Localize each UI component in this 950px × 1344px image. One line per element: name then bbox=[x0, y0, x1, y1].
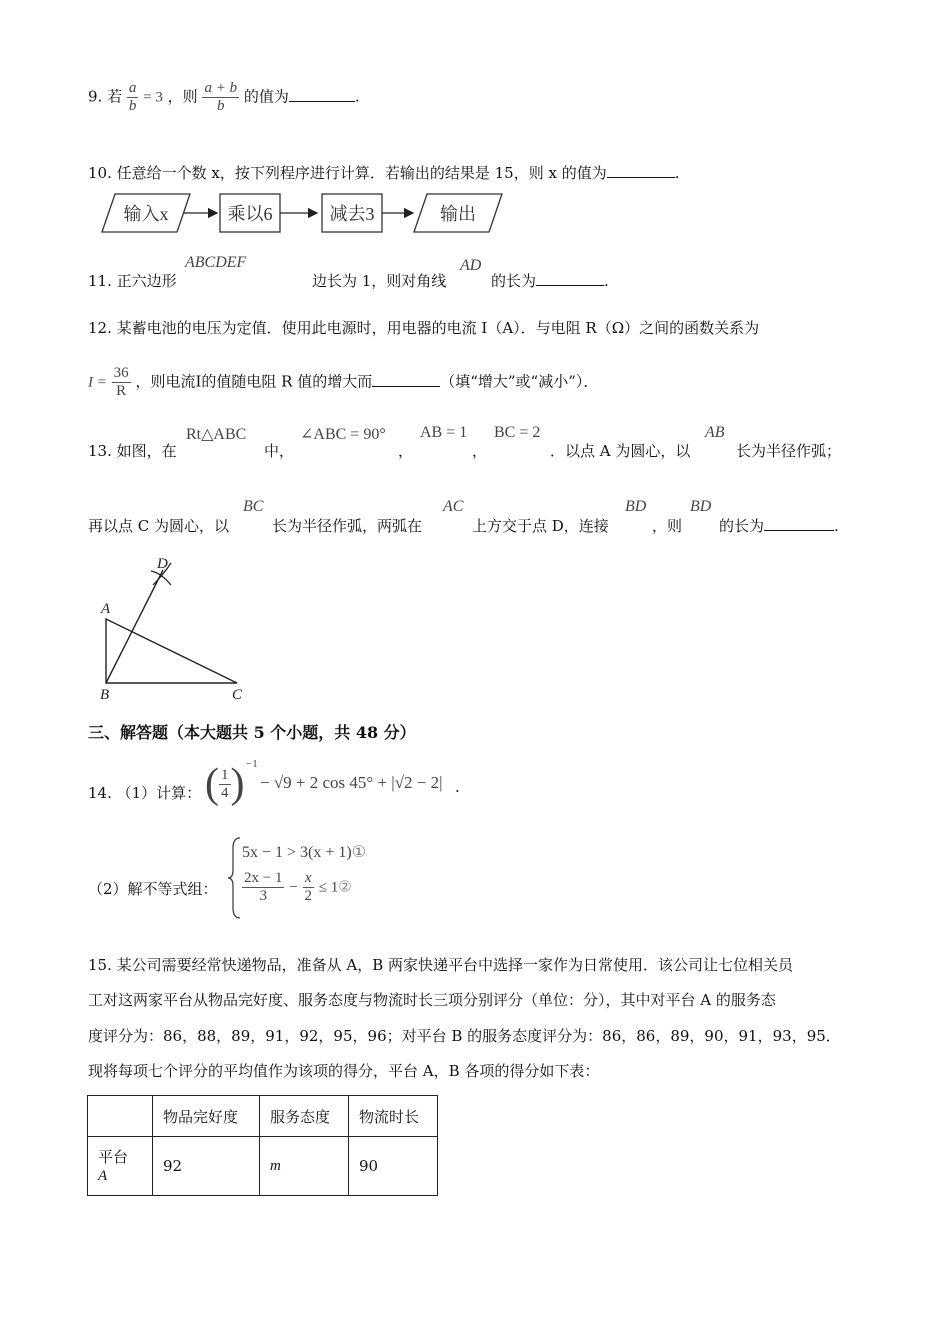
answer-blank bbox=[289, 87, 355, 102]
right-paren: ) bbox=[230, 761, 245, 807]
table-cell: 92 bbox=[153, 1137, 260, 1196]
table-row-label: 平台 A bbox=[88, 1137, 153, 1196]
question-13-line2c: 上方交于点 D，连接 bbox=[472, 517, 609, 535]
inequality-1: 5x − 1 > 3(x + 1)① bbox=[242, 844, 367, 861]
question-13-seg2: 长为半径作弧； bbox=[736, 442, 842, 460]
table-cell: 90 bbox=[349, 1137, 438, 1196]
question-13-seg1: ．以点 A 为圆心，以 bbox=[550, 442, 691, 460]
table-header-cell bbox=[88, 1096, 153, 1137]
answer-blank bbox=[764, 516, 834, 531]
table-header-cell: 服务态度 bbox=[260, 1096, 349, 1137]
table-row bbox=[88, 1137, 438, 1196]
question-14-label: 14. （1）计算： bbox=[88, 784, 202, 802]
question-11-cont: 边长为 1，则对角线 bbox=[312, 272, 447, 290]
score-table bbox=[87, 1095, 438, 1196]
exponent: −1 bbox=[246, 758, 258, 770]
hexagon-name: ABCDEF bbox=[185, 254, 247, 271]
formula-fraction: $\frac{36}{R}$ bbox=[113, 365, 129, 399]
flow-output-label: 输出 bbox=[440, 204, 476, 224]
ab-condition: AB = 1 bbox=[420, 424, 468, 441]
program-flowchart bbox=[95, 190, 515, 238]
answer-blank bbox=[607, 163, 675, 178]
triangle-figure bbox=[95, 555, 255, 705]
point-label-c: C bbox=[232, 687, 243, 703]
circle-mark-2: ② bbox=[338, 877, 352, 896]
expression-rest: − √9 + 2 cos 45° + |√2 − 2| bbox=[260, 773, 443, 792]
segment-ac: AC bbox=[443, 498, 464, 515]
question-13-tail: 的长为 . bbox=[719, 517, 839, 535]
fraction-one-quarter: $\frac{1}{4}$ bbox=[221, 766, 229, 801]
left-paren: ( bbox=[205, 761, 219, 807]
point-label-a: A bbox=[101, 601, 111, 617]
comma: ， bbox=[472, 442, 488, 460]
fraction-a-plus-b-over-b: $\frac{a + b}{b}$ bbox=[204, 80, 238, 114]
answer-blank bbox=[372, 372, 440, 387]
period: . bbox=[455, 778, 460, 796]
segment-bd: BD bbox=[625, 498, 647, 515]
question-15-line2: 工对这两家平台从物品完好度、服务态度与物流时长三项分别评分（单位：分），其中对平台 A 的服务态 bbox=[88, 991, 776, 1009]
question-10: 10. 任意给一个数 x，按下列程序进行计算．若输出的结果是 15，则 x 的值为 . bbox=[88, 164, 680, 182]
question-11-tail: 的长为 . bbox=[491, 272, 609, 290]
segment-bd: BD bbox=[690, 498, 712, 515]
question-12-line1: 12. 某蓄电池的电压为定值．使用此电源时，用电器的电流 I（A）．与电阻 R（Ω）之间的函数关系为 bbox=[88, 319, 760, 337]
flow-subtract-label: 减去3 bbox=[329, 204, 375, 224]
comma: ， bbox=[398, 442, 414, 460]
question-13-start: 13. 如图，在 bbox=[88, 442, 177, 460]
question-14-part2-label: （2）解不等式组： bbox=[88, 880, 218, 898]
flow-multiply-label: 乘以6 bbox=[227, 204, 273, 224]
table-cell: m bbox=[260, 1137, 349, 1196]
question-15-line3: 度评分为：86，88，89，91，92，95，96；对平台 B 的服务态度评分为：86，86，89，90，91，93，95． bbox=[88, 1027, 841, 1045]
table-header-row bbox=[88, 1096, 438, 1137]
segment-bd-line bbox=[106, 570, 163, 683]
question-13-line2a: 再以点 C 为圆心，以 bbox=[88, 517, 230, 535]
angle-condition: ∠ABC = 90° bbox=[300, 426, 386, 443]
table-header-cell: 物品完好度 bbox=[153, 1096, 260, 1137]
question-12-line2: I = $\frac{36}{R}$ ，则电流I的值随电阻 R 值的增大而 （填“增大”或“减小”）． bbox=[88, 365, 599, 399]
segment-bc: BC bbox=[243, 498, 264, 515]
point-label-b: B bbox=[100, 687, 110, 703]
question-11: 11. 正六边形 bbox=[88, 272, 177, 290]
answer-blank bbox=[536, 271, 604, 286]
question-15-line4: 现将每项七个评分的平均值作为该项的得分，平台 A，B 各项的得分如下表： bbox=[88, 1062, 600, 1080]
text-zhong: 中， bbox=[264, 442, 295, 460]
bc-condition: BC = 2 bbox=[494, 424, 541, 441]
circle-mark-1: ① bbox=[351, 844, 367, 861]
triangle-abc bbox=[106, 619, 237, 683]
table-header-cell: 物流时长 bbox=[349, 1096, 438, 1137]
segment-ab: AB bbox=[705, 424, 725, 441]
triangle-name: Rt△ABC bbox=[186, 426, 247, 443]
inequality-2: $\frac{2x - 1}{3}$ − $\frac{x}{2}$ ≤ 1② bbox=[244, 870, 352, 904]
power-expression bbox=[205, 760, 245, 810]
question-9: 9. 若 $\frac{a}{b}$ = 3 ，则 $\frac{a + b}{b}$ 的值为 . bbox=[88, 80, 360, 114]
question-13-line2b: 长为半径作弧，两弧在 bbox=[272, 517, 423, 535]
diagonal-ad: AD bbox=[460, 257, 482, 274]
section-title: 三、解答题（本大题共 5 个小题，共 48 分） bbox=[88, 723, 416, 742]
flow-input-label: 输入x bbox=[123, 204, 169, 224]
question-15-line1: 15. 某公司需要经常快递物品，准备从 A，B 两家快递平台中选择一家作为日常使用．该公司让七位相关员 bbox=[88, 956, 794, 974]
point-label-d: D bbox=[157, 556, 168, 572]
fraction-a-over-b: $\frac{a}{b}$ bbox=[128, 80, 137, 114]
question-13-line2d: ，则 bbox=[652, 517, 683, 535]
